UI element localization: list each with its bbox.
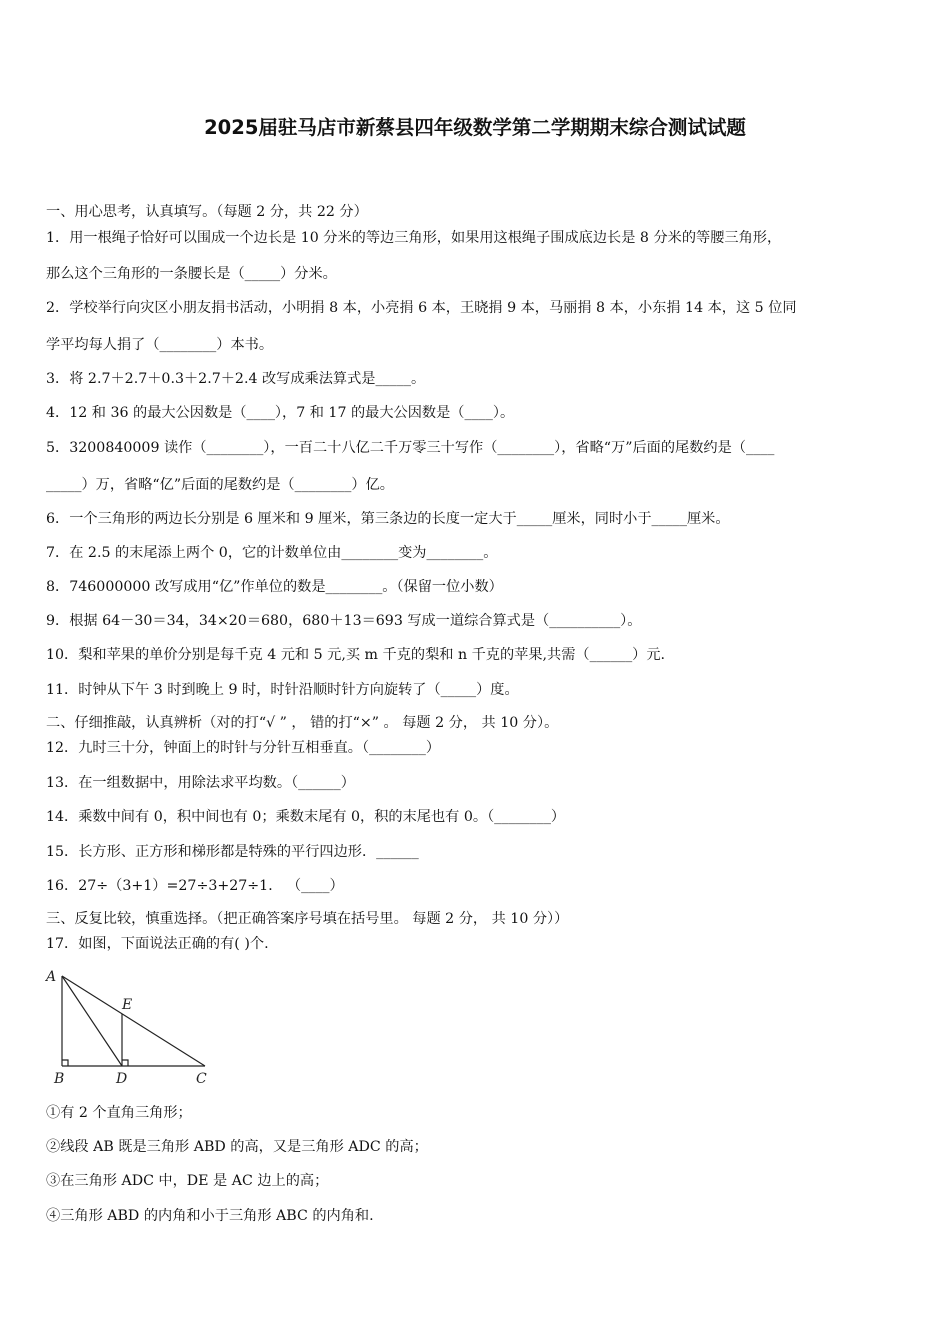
question-16: 16．27÷（3+1）=27÷3+27÷1． （____） bbox=[46, 878, 344, 894]
segment-ac bbox=[62, 976, 205, 1066]
question-2-line-1: 2．学校举行向灾区小朋友捐书活动，小明捐 8 本，小亮捐 6 本，王晓捐 9 本，马丽捐 8 本，小东捐 14 本，这 5 位同 bbox=[46, 300, 797, 316]
segment-ad bbox=[62, 976, 122, 1066]
option-3: ③在三角形 ADC 中，DE 是 AC 边上的高； bbox=[46, 1173, 329, 1189]
question-2-line-2: 学平均每人捐了（________）本书。 bbox=[46, 337, 274, 353]
question-1-line-2: 那么这个三角形的一条腰长是（_____）分米。 bbox=[46, 266, 337, 282]
option-1: ①有 2 个直角三角形； bbox=[46, 1105, 192, 1121]
question-4: 4．12 和 36 的最大公因数是（____），7 和 17 的最大公因数是（____）。 bbox=[46, 405, 515, 421]
question-7: 7．在 2.5 的末尾添上两个 0，它的计数单位由________变为________。 bbox=[46, 545, 498, 561]
question-3: 3．将 2.7＋2.7＋0.3＋2.7＋2.4 改写成乘法算式是_____。 bbox=[46, 371, 426, 387]
label-b: B bbox=[54, 1071, 65, 1087]
question-10: 10．梨和苹果的单价分别是每千克 4 元和 5 元,买 m 千克的梨和 n 千克的苹果,共需（______）元. bbox=[46, 647, 666, 663]
question-14: 14．乘数中间有 0，积中间也有 0；乘数末尾有 0，积的末尾也有 0。（________） bbox=[46, 809, 566, 825]
section-header-3: 三、反复比较，慎重选择。（把正确答案序号填在括号里。 每题 2 分， 共 10 分）） bbox=[46, 911, 569, 927]
section-header-2: 二、仔细推敲，认真辨析（对的打“√ ” ， 错的打“×” 。 每题 2 分， 共 10 分）。 bbox=[46, 715, 559, 731]
section-header-1: 一、用心思考，认真填写。（每题 2 分，共 22 分） bbox=[46, 204, 368, 220]
label-c: C bbox=[196, 1071, 207, 1087]
label-d: D bbox=[116, 1071, 128, 1087]
right-angle-d bbox=[122, 1060, 128, 1066]
question-17: 17．如图，下面说法正确的有( )个. bbox=[46, 936, 269, 952]
question-13: 13．在一组数据中，用除法求平均数。（______） bbox=[46, 775, 355, 791]
question-8: 8．746000000 改写成用“亿”作单位的数是________。（保留一位小数） bbox=[46, 579, 503, 595]
question-1-line-1: 1．用一根绳子恰好可以围成一个边长是 10 分米的等边三角形，如果用这根绳子围成底边长是 8 分米的等腰三角形， bbox=[46, 230, 782, 246]
question-6: 6．一个三角形的两边长分别是 6 厘米和 9 厘米，第三条边的长度一定大于_____厘米，同时小于_____厘米。 bbox=[46, 511, 730, 527]
question-9: 9．根据 64－30＝34，34×20＝680，680＋13＝693 写成一道综合算式是（__________）。 bbox=[46, 613, 642, 629]
question-12: 12．九时三十分，钟面上的时针与分针互相垂直。（________） bbox=[46, 740, 441, 756]
question-5-line-1: 5．3200840009 读作（________），一百二十八亿二千万零三十写作（________），省略“万”后面的尾数约是（____ bbox=[46, 440, 775, 456]
question-15: 15．长方形、正方形和梯形都是特殊的平行四边形．______ bbox=[46, 844, 419, 860]
label-a: A bbox=[46, 969, 57, 985]
question-11: 11．时钟从下午 3 时到晚上 9 时，时针沿顺时针方向旋转了（_____）度。 bbox=[46, 682, 519, 698]
triangle-figure bbox=[40, 966, 220, 1091]
question-5-line-2: _____）万，省略“亿”后面的尾数约是（________）亿。 bbox=[46, 477, 394, 493]
option-4: ④三角形 ABD 的内角和小于三角形 ABC 的内角和. bbox=[46, 1208, 374, 1224]
right-angle-b bbox=[62, 1060, 68, 1066]
label-e: E bbox=[122, 997, 133, 1013]
page-title: 2025届驻马店市新蔡县四年级数学第二学期期末综合测试试题 bbox=[204, 116, 746, 139]
option-2: ②线段 AB 既是三角形 ABD 的高，又是三角形 ADC 的高； bbox=[46, 1139, 428, 1155]
